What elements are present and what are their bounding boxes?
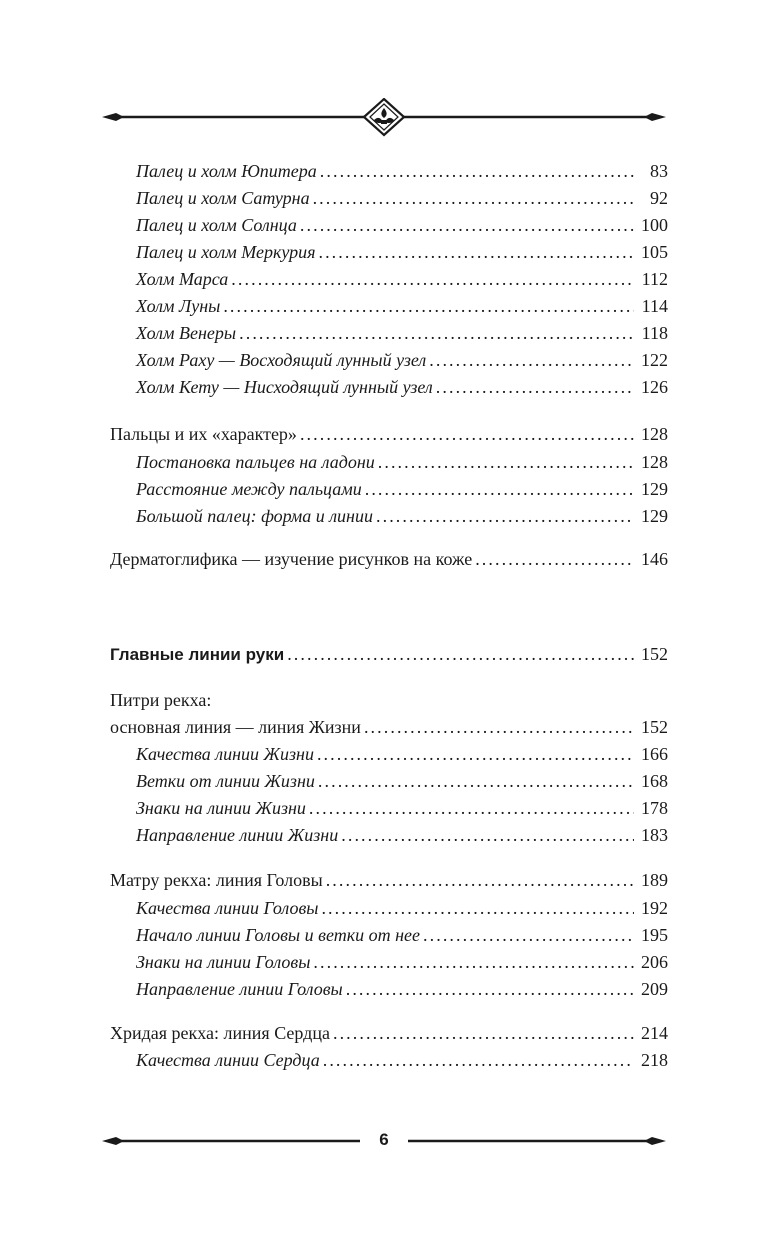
toc-entry[interactable]: Расстояние между пальцами . . . 129 (110, 479, 668, 506)
toc-section[interactable]: основная линия — линия Жизни . . . 152 (110, 717, 668, 744)
toc-section[interactable]: Пальцы и их «характер» . . . 128 (110, 424, 668, 451)
toc-entry[interactable]: Качества линии Головы . . . 192 (110, 898, 668, 925)
toc-entry[interactable]: Холм Венеры . . . 118 (110, 323, 668, 350)
toc-entry[interactable]: Холм Кету — Нисходящий лунный узел . . . 126 (110, 377, 668, 404)
toc-entry[interactable]: Холм Раху — Восходящий лунный узел . . . 122 (110, 350, 668, 377)
toc-entry[interactable]: Знаки на линии Головы . . . 206 (110, 952, 668, 979)
toc-entry[interactable]: Холм Марса . . . 112 (110, 269, 668, 296)
ornament-divider-icon (102, 98, 666, 138)
toc-entry[interactable]: Качества линии Жизни . . . 166 (110, 744, 668, 771)
toc-section[interactable]: Матру рекха: линия Головы . . . 189 (110, 870, 668, 897)
toc-entry[interactable]: Палец и холм Меркурия . . . 105 (110, 242, 668, 269)
toc-entry[interactable]: Большой палец: форма и линии . . . 129 (110, 506, 668, 533)
toc-section[interactable]: Хридая рекха: линия Сердца . . . 214 (110, 1023, 668, 1050)
toc-section[interactable]: Дерматоглифика — изучение рисунков на коже . . . 146 (110, 549, 668, 576)
toc-entry[interactable]: Холм Луны . . . 114 (110, 296, 668, 323)
toc-chapter[interactable]: Главные линии руки . . . 152 (110, 644, 668, 671)
toc-entry[interactable]: Постановка пальцев на ладони . . . 128 (110, 452, 668, 479)
toc-entry[interactable]: Направление линии Жизни . . . 183 (110, 825, 668, 852)
toc-entry[interactable]: Начало линии Головы и ветки от нее . . . 195 (110, 925, 668, 952)
toc-entry[interactable]: Ветки от линии Жизни . . . 168 (110, 771, 668, 798)
toc-entry[interactable]: Качества линии Сердца . . . 218 (110, 1050, 668, 1077)
toc-section-heading: Питри рекха: (110, 690, 212, 710)
toc-entry[interactable]: Палец и холм Сатурна . . . 92 (110, 188, 668, 215)
toc-entry[interactable]: Направление линии Головы . . . 209 (110, 979, 668, 1006)
page-number: 6 (379, 1130, 389, 1149)
top-ornament (102, 98, 666, 138)
toc-entry[interactable]: Палец и холм Солнца . . . 100 (110, 215, 668, 242)
toc-entry[interactable]: Палец и холм Юпитера . . . 83 (110, 161, 668, 188)
toc-entry[interactable]: Знаки на линии Жизни . . . 178 (110, 798, 668, 825)
